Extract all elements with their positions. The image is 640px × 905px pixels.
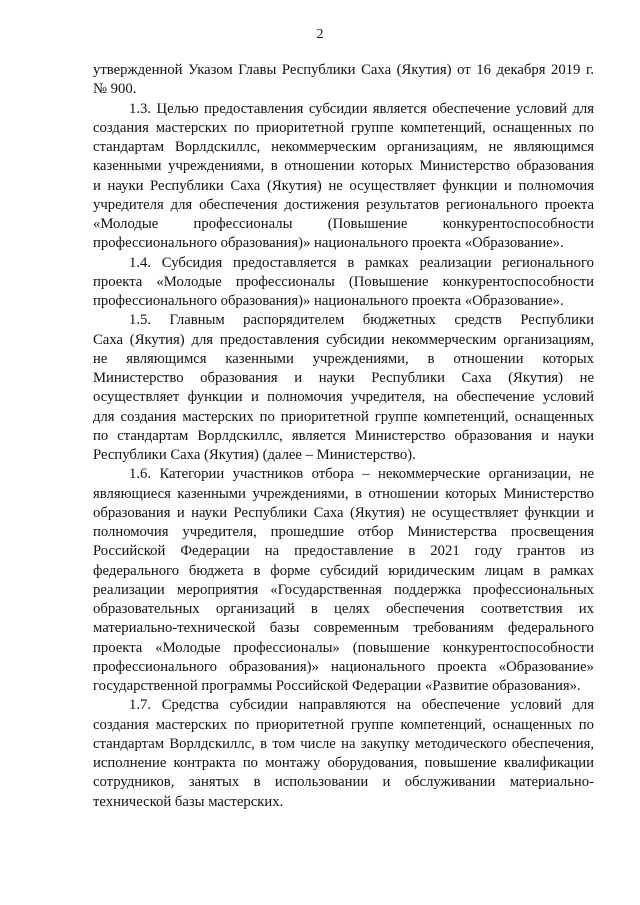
text-line: создания мастерских по приоритетной группе компетенций, оснащенных по	[93, 716, 594, 733]
text-line: не являющимся казенными учреждениями, в отношении которых	[93, 350, 594, 367]
text-line: государственной программы Российской Федерации «Развитие образования».	[93, 678, 581, 694]
text-line: стандартам Ворлдскиллс, в том числе на закупку методического обеспечения,	[93, 735, 594, 752]
text-line: стандартам Ворлдскиллс, некоммерческим организациям, не являющимся	[93, 139, 594, 155]
text-line: реализации мероприятия «Государственная поддержка профессиональных	[93, 581, 594, 598]
paragraph-first-line: 1.4. Субсидия предоставляется в рамках реализации регионального	[129, 254, 594, 271]
text-line: образования и науки Республики Саха (Якутия) не осуществляет функции и	[93, 504, 594, 521]
text-line: «Молодые профессионалы (Повышение конкурентоспособности	[93, 216, 594, 232]
text-line: создания мастерских по приоритетной группе компетенций, оснащенных по	[93, 119, 594, 136]
paragraph-first-line: 1.6. Категории участников отбора – некоммерческие организации, не	[129, 466, 594, 483]
text-line: материально-технической базы современным требованиям федерального	[93, 620, 594, 637]
paragraph-first-line: 1.5. Главным распорядителем бюджетных средств Республики	[129, 312, 594, 329]
text-line: сотрудников, занятых в использовании и обслуживании материально-	[93, 774, 594, 791]
text-line: полномочия учредителя, прошедшие отбор Министерства просвещения	[93, 524, 594, 540]
text-line: Российской Федерации на предоставление в 2021 году грантов из	[93, 543, 594, 560]
text-line: по стандартам Ворлдскиллс, является Министерство образования и науки	[93, 427, 594, 444]
text-line: и науки Республики Саха (Якутия) не осуществляет функции и полномочия	[93, 177, 594, 194]
paragraph-first-line: 1.3. Целью предоставления субсидии является обеспечение условий для	[129, 100, 594, 117]
text-line: Республики Саха (Якутия) (далее – Министерство).	[93, 447, 416, 463]
text-line: Саха (Якутия) для предоставления субсидии некоммерческим организациям,	[93, 331, 594, 348]
text-line: учредителя для обеспечения достижения результатов регионального проекта	[93, 196, 594, 213]
text-line: для создания мастерских по приоритетной группе компетенций, оснащенных	[93, 408, 594, 425]
text-line: являющиеся казенными учреждениями, в отношении которых Министерство	[93, 485, 594, 502]
text-line: исполнение контракта по монтажу оборудования, повышение квалификации	[93, 755, 594, 771]
paragraph-first-line: 1.7. Средства субсидии направляются на обеспечение условий для	[129, 697, 594, 714]
text-line: профессионального образования)» национального проекта «Образование».	[93, 293, 564, 309]
text-line: Министерство образования и науки Республики Саха (Якутия) не	[93, 370, 594, 386]
text-line: утвержденной Указом Главы Республики Саха (Якутия) от 16 декабря 2019 г.	[93, 62, 594, 78]
document-body	[93, 61, 594, 812]
text-line: профессионального образования)» национального проекта «Образование».	[93, 235, 564, 252]
text-line: профессионального образования)» национального проекта «Образование»	[93, 658, 594, 675]
text-line: осуществляет функции и полномочия учредителя, на обеспечение условий	[93, 389, 594, 406]
text-line: федерального бюджета в форме субсидий юридическим лицам в рамках	[93, 562, 594, 579]
text-line: технической базы мастерских.	[93, 793, 284, 810]
text-line: № 900.	[93, 81, 137, 98]
page-number: 2	[316, 27, 324, 42]
text-line: проекта «Молодые профессионалы (Повышение конкурентоспособности	[93, 273, 594, 290]
text-line: казенными учреждениями, в отношении которых Министерство образования	[93, 158, 594, 175]
text-line: образовательных организаций в целях обеспечения соответствия их	[93, 601, 594, 617]
text-line: проекта «Молодые профессионалы» (повышение конкурентоспособности	[93, 639, 594, 656]
